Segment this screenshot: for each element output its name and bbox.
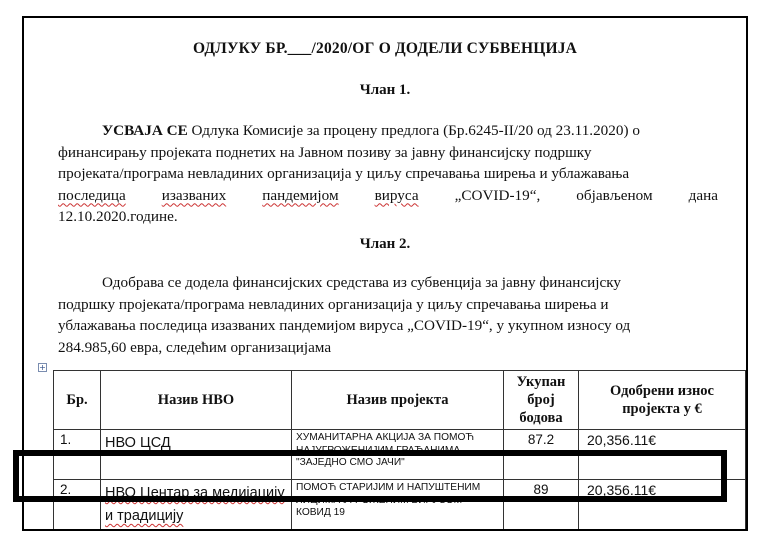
- article-2-line-2: подршку пројеката/програма невладиних организација у циљу спречавања ширења и: [58, 295, 609, 313]
- article-2-paragraph: [58, 272, 718, 358]
- row-org-name: НВО ЦСД: [101, 430, 292, 480]
- article-2-heading: Члан 2.: [359, 236, 411, 252]
- row-number: 1.: [54, 430, 101, 480]
- row-project-name: ПОМОЋ СТАРИЈИМ И НАПУШТЕНИМ ЛИЦИМА УГРОЖЕНИМ ВИРУСОМ КОВИД 19: [292, 480, 504, 532]
- header-number: Бр.: [54, 371, 101, 430]
- row-amount: 20,356.11€: [579, 480, 746, 532]
- row-points: 87.2: [504, 430, 579, 480]
- table-row: [54, 480, 746, 532]
- grants-table: [53, 370, 746, 531]
- article-1-paragraph: [58, 120, 718, 228]
- article-1-line-1: УСВАЈА СЕ Одлука Комисије за процену предлога (Бр.6245-II/20 од 23.11.2020) о: [102, 122, 640, 139]
- article-1-line-5: 12.10.2020.године.: [58, 208, 178, 225]
- row-amount: 20,356.11€: [579, 430, 746, 480]
- row-points: 89: [504, 480, 579, 532]
- article-1-heading: Члан 1.: [359, 82, 411, 98]
- article-1-line-3: пројеката/програма невладиних организација у циљу спречавања ширења и ублажавања: [58, 165, 630, 182]
- approval-lead: УСВАЈА СЕ: [102, 122, 188, 139]
- table-header-row: [54, 371, 746, 430]
- row-number: 2.: [54, 480, 101, 532]
- document-title: ОДЛУКУ БР.___/2020/ОГ О ДОДЕЛИ СУБВЕНЦИЈА: [192, 40, 578, 57]
- row-org-name: НВО Центар за медијацију и традицију: [101, 480, 292, 532]
- header-project-name: Назив пројекта: [292, 371, 504, 430]
- header-approved-amount: Одобрени износ пројекта у €: [579, 371, 746, 430]
- table-move-handle-icon[interactable]: +: [39, 363, 46, 372]
- row-project-name: ХУМАНИТАРНА АКЦИЈА ЗА ПОМОЋ НАЈУГРОЖЕНИЈИМ ГРАЂАНИМА "ЗАЈЕДНО СМО ЈАЧИ": [292, 430, 504, 480]
- article-1-line-4: последица изазваних пандемијом вируса „COVID-19“, објављеном дана: [58, 186, 718, 204]
- article-2-line-1: Одобрава се додела финансијских средстава из субвенција за јавну финансијску: [102, 274, 621, 291]
- article-1-line-2: финансирању пројеката поднетих на Јавном позиву за јавну финансијску подршку: [58, 143, 592, 161]
- document-page: [22, 16, 748, 531]
- article-2-line-3: ублажавања последица изазваних пандемијом вируса „COVID-19“, у укупном износу од: [58, 317, 631, 334]
- table-row: [54, 430, 746, 480]
- article-2-line-4: 284.985,60 евра, следећим организацијама: [58, 338, 332, 356]
- header-total-points: Укупан број бодова: [504, 371, 579, 430]
- header-org-name: Назив НВО: [101, 371, 292, 430]
